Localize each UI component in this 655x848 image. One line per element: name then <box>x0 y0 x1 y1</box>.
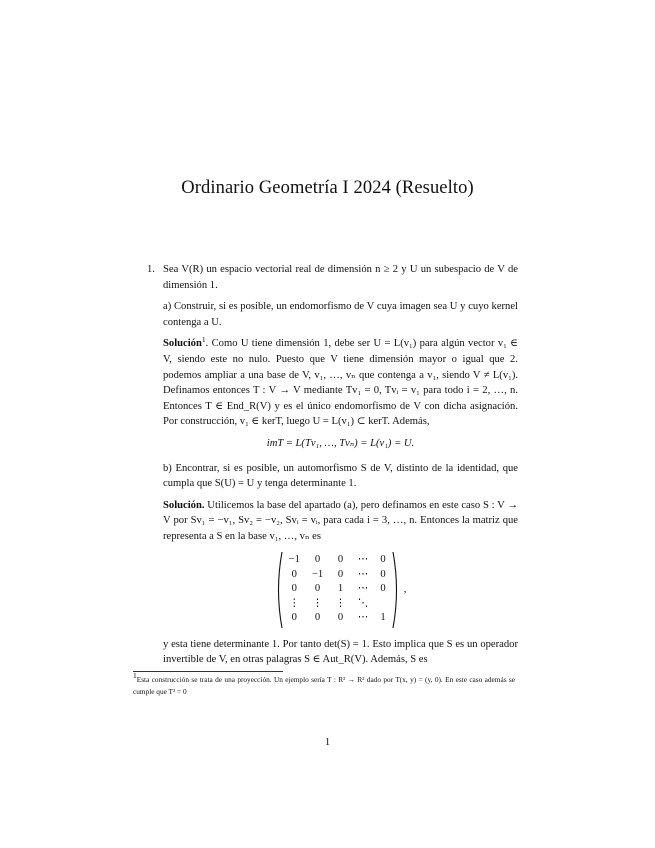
solution-b-paragraph <box>163 498 518 545</box>
matrix-cell: −1 <box>288 554 300 566</box>
left-paren <box>275 551 283 629</box>
footnote <box>133 671 515 698</box>
solution-b-label: Solución. <box>163 499 205 511</box>
matrix-cell: 0 <box>291 568 297 580</box>
solution-a-text: . Como U tiene dimensión 1, debe ser U = L(v₁) para algún vector v₁ ∈ V, siendo este no nulo. Puesto que V tiene dimensión mayor o igual que 2. podemos ampliar a una base de V, v₁, …, vₙ que contenga a v₁, siendo V ≠ L(v₁). Definamos entonces T : V → V mediante Tv₁ = 0, Tvᵢ = v₁ para todo i = 2, …, n. Entonces T ∈ End_R(V) y es el único endomorfismo de V con dicha asignación. Por construcción, v₁ ∈ kerT, luego U = L(v₁) ⊂ kerT. Además, <box>163 338 518 428</box>
footnote-reference[interactable]: 1 <box>201 335 206 345</box>
matrix-cell: 0 <box>291 612 297 624</box>
equation-image-t: imT = L(Tv₁, …, Tvₙ) = L(v₁) = U. <box>266 437 415 449</box>
matrix-cell: 1 <box>337 583 344 595</box>
main-content <box>147 262 518 674</box>
page-number: 1 <box>324 737 331 748</box>
part-b-statement: b) Encontrar, si es posible, un automorfismo S de V, distinto de la identidad, que cumpla que S(U) = U y tenga determinante 1. <box>163 462 518 490</box>
matrix-cell: ⋯ <box>357 612 369 624</box>
matrix-row <box>283 611 392 625</box>
problem-number: 1. <box>147 264 155 275</box>
matrix-cell: 1 <box>380 612 386 624</box>
matrix-cell: ⋱ <box>357 597 369 609</box>
matrix-cell: ⋯ <box>357 568 369 580</box>
matrix-cell: ⋮ <box>312 597 323 609</box>
matrix-cell: 0 <box>291 583 297 595</box>
matrix-cell: 0 <box>314 554 321 566</box>
matrix-table <box>283 553 392 625</box>
page-title: Ordinario Geometría I 2024 (Resuelto) <box>181 178 474 198</box>
matrix-cell: −1 <box>311 568 324 580</box>
right-paren <box>392 551 400 629</box>
part-a-statement: a) Construir, si es posible, un endomorfismo de V cuya imagen sea U y cuyo kernel contenga a U. <box>163 301 518 328</box>
matrix-cell: ⋮ <box>335 597 346 609</box>
solution-a-label: Solución <box>163 338 202 350</box>
footnote-mark: 1 <box>133 671 137 680</box>
matrix-cell: 0 <box>380 583 386 595</box>
matrix-cell: ⋯ <box>357 583 369 595</box>
matrix-cell: 0 <box>380 554 386 566</box>
footnote-text: Esta construcción se trata de una proyección. Un ejemplo sería T : R² → R² dado por T(x, y) = (y, 0). En este caso además se cumple que T² = 0 <box>133 675 515 696</box>
matrix-cell: ⋯ <box>357 554 369 566</box>
solution-a-paragraph <box>163 336 518 430</box>
matrix-cell: ⋮ <box>288 597 300 609</box>
matrix-cell: 0 <box>337 554 344 566</box>
solution-b-text: Utilicemos la base del apartado (a), pero definamos en este caso S : V → V por Sv₁ = −v₁, Sv₂ = −v₂, Svᵢ = vᵢ, para cada i = 3, …, n. Entonces la matriz que representa a S en la base v₁, …, vₙ es <box>163 499 518 542</box>
matrix-row <box>283 553 392 567</box>
matrix-cell: 0 <box>337 568 344 580</box>
matrix-row <box>283 597 392 611</box>
matrix-trailing-comma: , <box>403 583 407 595</box>
matrix-cell: 0 <box>314 583 321 595</box>
matrix-s <box>163 551 518 629</box>
matrix-row <box>283 568 392 582</box>
matrix-row <box>283 582 392 596</box>
matrix-cell <box>374 597 391 611</box>
matrix-cell: 0 <box>380 568 386 580</box>
problem-statement: Sea V(R) un espacio vectorial real de dimensión n ≥ 2 y U un subespacio de V de dimensión 1. <box>163 264 518 291</box>
problem-statement-paragraph <box>147 262 518 293</box>
matrix-cell: 0 <box>314 612 321 624</box>
matrix-cell: 0 <box>337 612 344 624</box>
footnote-divider <box>133 671 283 672</box>
after-matrix-paragraph: y esta tiene determinante 1. Por tanto det(S) = 1. Esto implica que S es un operador invertible de V, en otras palagras S ∈ Aut_R(V). Además, S es <box>163 638 518 666</box>
